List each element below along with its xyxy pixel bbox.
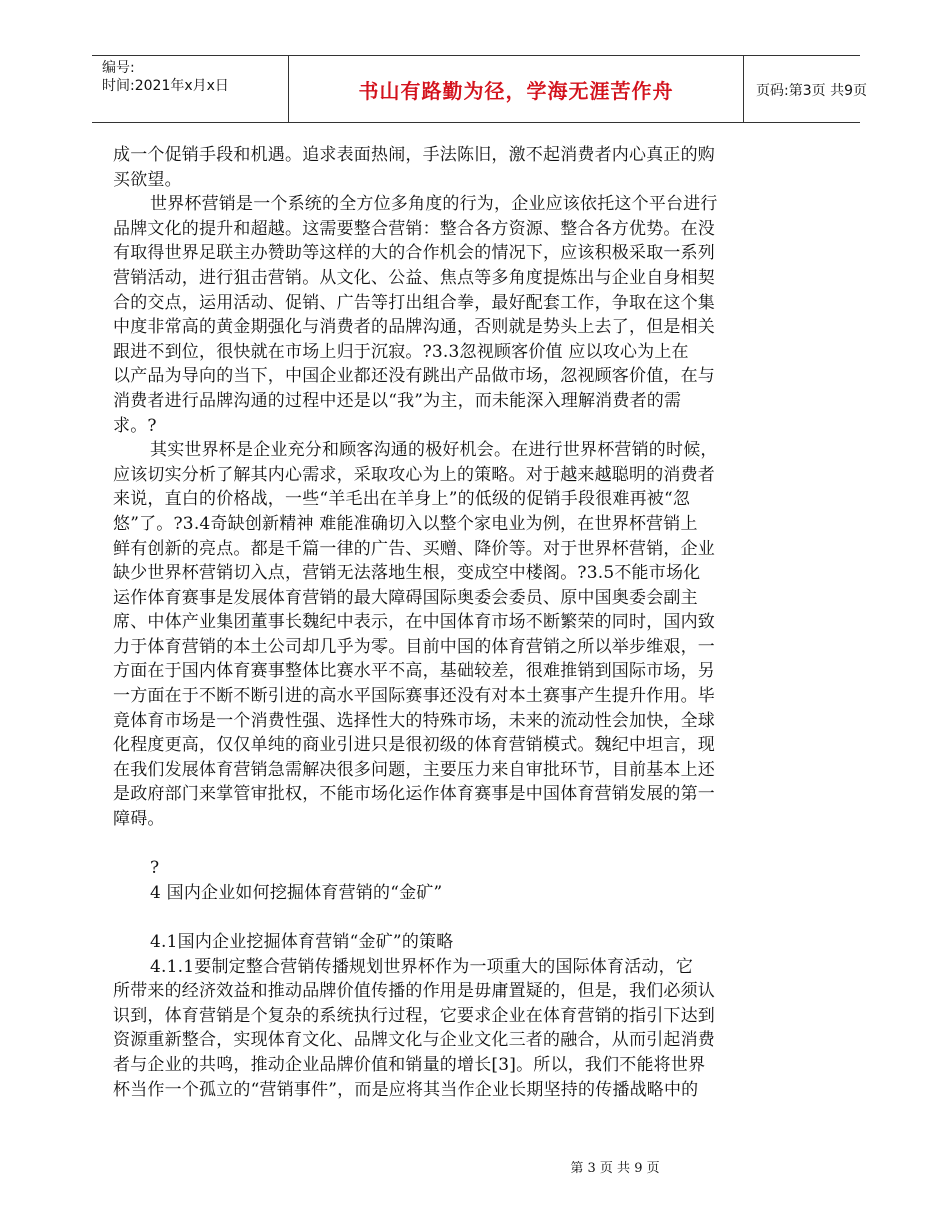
body-text-line: 障碍。 xyxy=(113,809,165,830)
body-text-line: 其实世界杯是企业充分和顾客沟通的极好机会。在进行世界杯营销的时候， xyxy=(150,440,718,461)
body-text-line: 化程度更高，仅仅单纯的商业引进只是很初级的体育营销模式。魏纪中坦言，现 xyxy=(113,735,715,756)
footer-page-number: 第 3 页 共 9 页 xyxy=(570,1161,660,1176)
body-text-line: 4 国内企业如何挖掘体育营销的“金矿” xyxy=(150,882,443,903)
body-text-line: 消费者进行品牌沟通的过程中还是以“我”为主，而未能深入理解消费者的需 xyxy=(113,390,682,411)
body-text-line: 合的交点，运用活动、促销、广告等打出组合拳，最好配套工作，争取在这个集 xyxy=(113,292,715,313)
body-text-line: 求。? xyxy=(113,415,157,436)
body-text-line: 来说，直白的价格战，一些“羊毛出在羊身上”的低级的促销手段很难再被“忽 xyxy=(113,489,691,510)
body-text-line: 者与企业的共鸣，推动企业品牌价值和销量的增长[3]。所以，我们不能将世界 xyxy=(113,1054,706,1075)
body-text-line: 悠”了。?3.4奇缺创新精神 难能准确切入以整个家电业为例，在世界杯营销上 xyxy=(113,513,698,534)
page-footer xyxy=(0,1157,950,1176)
body-text-line: 应该切实分析了解其内心需求，采取攻心为上的策略。对于越来越聪明的消费者 xyxy=(113,464,715,485)
body-text-line: 竟体育市场是一个消费性强、选择性大的特殊市场，未来的流动性会加快，全球 xyxy=(113,710,715,731)
body-text-line: 成一个促销手段和机遇。追求表面热闹，手法陈旧，激不起消费者内心真正的购 xyxy=(113,145,715,165)
document-number-label: 编号: xyxy=(102,60,135,76)
body-text-line: 识到，体育营销是个复杂的系统执行过程，它要求企业在体育营销的指引下达到 xyxy=(113,1005,715,1026)
body-text-line: 营销活动，进行狙击营销。从文化、公益、焦点等多角度提炼出与企业自身相契 xyxy=(113,267,715,288)
body-text-line: 品牌文化的提升和超越。这需要整合营销：整合各方资源、整合各方优势。在没 xyxy=(113,218,715,239)
body-text-line: 资源重新整合，实现体育文化、品牌文化与企业文化三者的融合，从而引起消费 xyxy=(113,1030,715,1051)
body-text-line: 4.1.1要制定整合营销传播规划世界杯作为一项重大的国际体育活动，它 xyxy=(150,956,694,977)
body-text-line: 4.1国内企业挖掘体育营销“金矿”的策略 xyxy=(150,932,454,952)
body-text-line: 有取得世界足联主办赞助等这样的大的合作机会的情况下，应该积极采取一系列 xyxy=(113,243,715,264)
body-text-line: 力于体育营销的本土公司却几乎为零。目前中国的体育营销之所以举步维艰，一 xyxy=(113,636,715,657)
body-text-line: 运作体育赛事是发展体育营销的最大障碍国际奥委会委员、原中国奥委会副主 xyxy=(113,587,698,608)
body-text-line: 在我们发展体育营销急需解决很多问题，主要压力来自审批环节，目前基本上还 xyxy=(113,759,715,780)
body-text-line: 杯当作一个孤立的“营销事件”，而是应将其当作企业长期坚持的传播战略中的 xyxy=(113,1079,699,1100)
body-text-line: 一方面在于不断不断引进的高水平国际赛事还没有对本土赛事产生提升作用。毕 xyxy=(113,686,715,707)
body-text-line: 世界杯营销是一个系统的全方位多角度的行为，企业应该依托这个平台进行 xyxy=(150,194,718,215)
body-text-line: 买欲望。 xyxy=(113,169,182,190)
body-text-line: 以产品为导向的当下，中国企业都还没有跳出产品做市场，忽视顾客价值，在与 xyxy=(113,366,715,387)
document-time-label: 时间:2021年x月x日 xyxy=(102,78,229,94)
body-text-line: 缺少世界杯营销切入点，营销无法落地生根，变成空中楼阁。?3.5不能市场化 xyxy=(113,563,701,584)
header-motto-cell xyxy=(288,56,744,122)
blank-line xyxy=(113,905,779,930)
body-text-line: ? xyxy=(150,858,160,879)
page-header xyxy=(92,55,867,123)
body-text-line: 中度非常高的黄金期强化与消费者的品牌沟通，否则就是势头上去了，但是相关 xyxy=(113,317,715,338)
header-page-info: 页码:第3页 共9页 xyxy=(756,83,867,99)
body-text-line: 席、中体产业集团董事长魏纪中表示，在中国体育市场不断繁荣的同时，国内致 xyxy=(113,612,715,633)
blank-line xyxy=(113,832,779,857)
body-text-line: 鲜有创新的亮点。都是千篇一律的广告、买赠、降价等。对于世界杯营销，企业 xyxy=(113,538,715,559)
header-motto: 书山有路勤为径，学海无涯苦作舟 xyxy=(358,78,674,103)
document-body xyxy=(113,143,779,1102)
header-meta xyxy=(102,59,282,95)
body-text-line: 所带来的经济效益和推动品牌价值传播的作用是毋庸置疑的，但是，我们必须认 xyxy=(113,981,715,1002)
body-text-line: 是政府部门来掌管审批权，不能市场化运作体育赛事是中国体育营销发展的第一 xyxy=(113,784,715,805)
body-text-line: 跟进不到位，很快就在市场上归于沉寂。?3.3忽视顾客价值 应以攻心为上在 xyxy=(113,341,689,362)
body-text-line: 方面在于国内体育赛事整体比赛水平不高，基础较差，很难推销到国际市场，另 xyxy=(113,661,715,682)
